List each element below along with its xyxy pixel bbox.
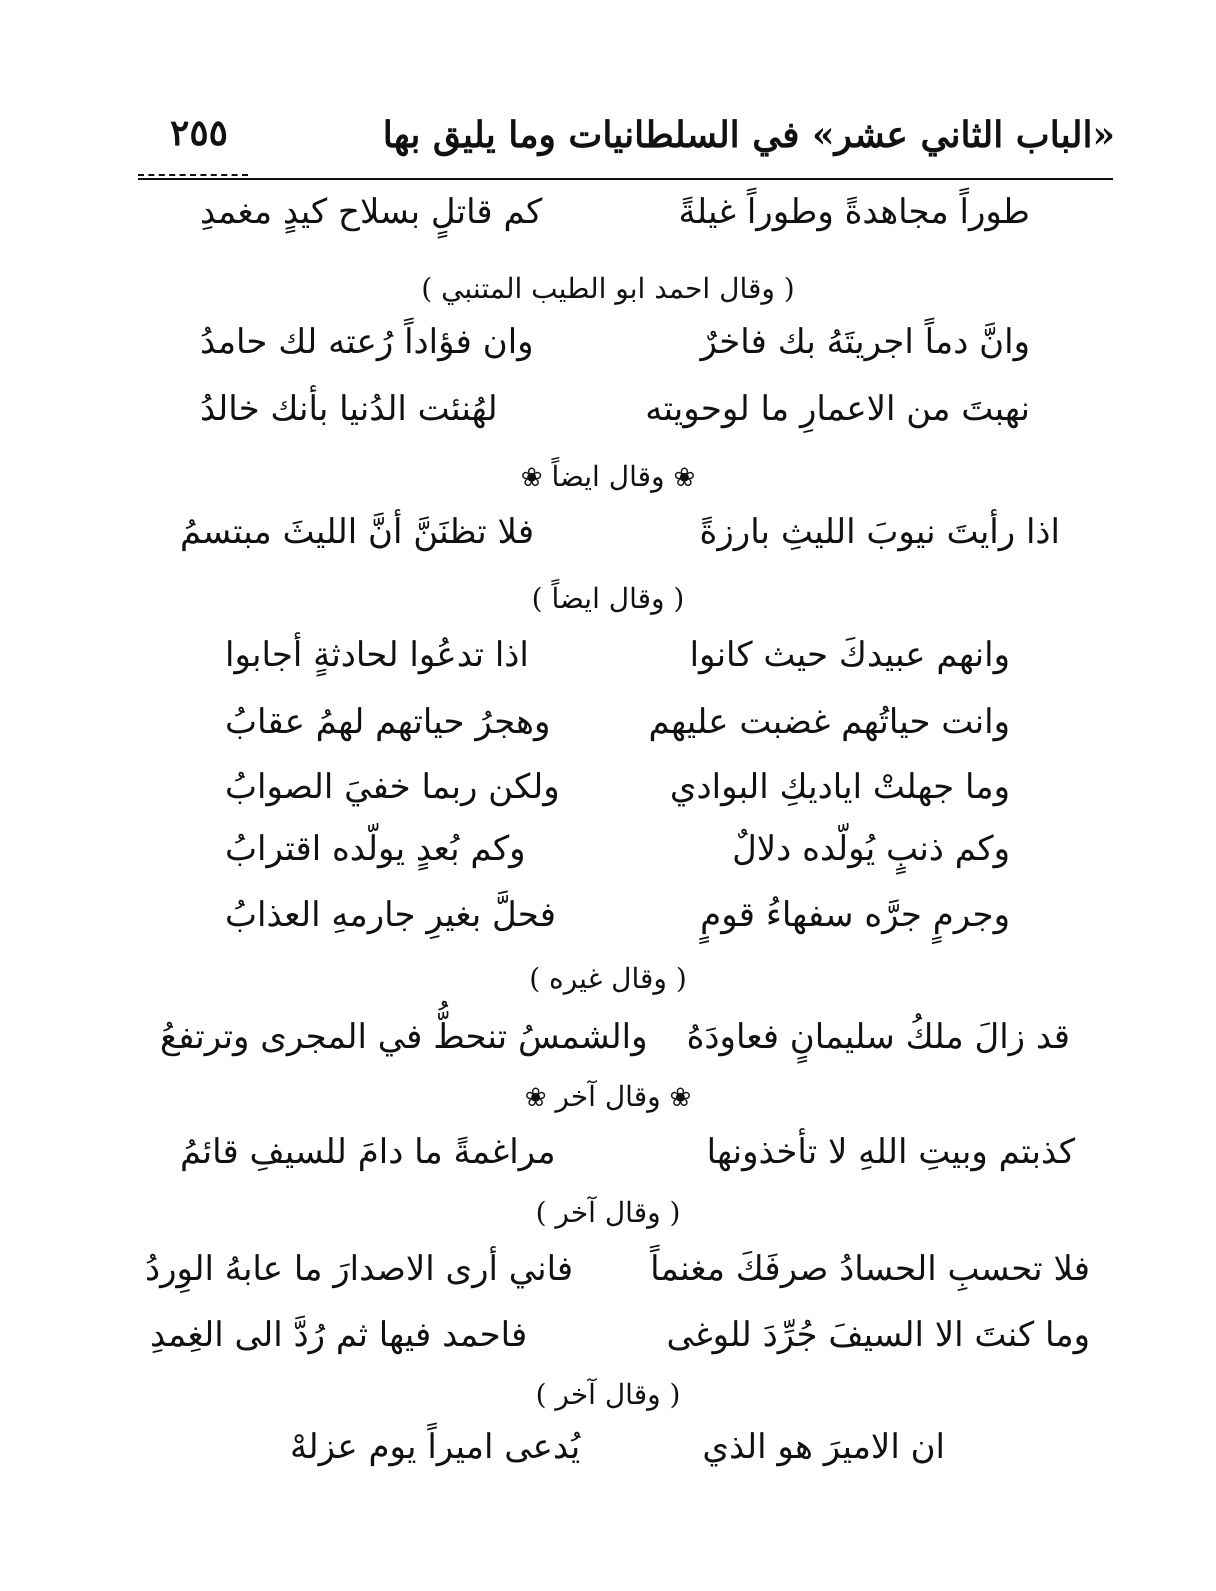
verse-hemistich-right: طوراً مجاهدةً وطوراً غيلةً (678, 192, 1030, 232)
verse-hemistich-left: فاحمد فيها ثم رُدَّ الى الغِمدِ (150, 1315, 528, 1355)
verse-hemistich-right: ان الاميرَ هو الذي (702, 1427, 945, 1467)
page-header (130, 108, 1115, 168)
ornament-icon: ❀ (669, 1083, 692, 1113)
verse-hemistich-left: وهجرُ حياتهم لهمُ عقابُ (225, 702, 551, 742)
verse-hemistich-right: كذبتم وبيتِ اللهِ لا تأخذونها (706, 1132, 1075, 1172)
section-heading: ( وقال غيره ) (529, 962, 687, 995)
verse-line (290, 1427, 945, 1470)
verse-line (200, 389, 1030, 432)
page-number: ٢٥٥ (170, 112, 229, 154)
verse-hemistich-left: فحلَّ بغيرِ جارمهِ العذابُ (225, 895, 557, 935)
section-heading: ( وقال آخر ) (535, 1378, 681, 1411)
verse-line (225, 635, 1010, 678)
verse-hemistich-left: يُدعى اميراً يوم عزلهْ (290, 1427, 581, 1467)
section-heading-text: وقال ايضاً (551, 460, 665, 493)
verse-hemistich-right: وجرمٍ جرَّه سفهاءُ قومٍ (700, 895, 1010, 935)
verse-hemistich-right: فلا تحسبِ الحسادُ صرفَكَ مغنماً (650, 1249, 1090, 1289)
verse-hemistich-right: وانَّ دماً اجريتَهُ بك فاخرٌ (700, 322, 1030, 362)
verse-line (200, 322, 1030, 365)
verse-line (225, 702, 1010, 745)
verse-hemistich-left: لهُنئت الدُنيا بأنك خالدُ (200, 389, 498, 429)
verse-hemistich-left: وان فؤاداً رُعته لك حامدُ (200, 322, 534, 362)
verse-line (145, 1249, 1090, 1292)
verse-hemistich-left: كم قاتلٍ بسلاح كيدٍ مغمدِ (200, 192, 543, 232)
verse-line (200, 192, 1030, 235)
verse-hemistich-left: فاني أرى الاصدارَ ما عابهُ الوِردُ (145, 1249, 574, 1289)
ornament-icon: ❀ (520, 463, 543, 493)
verse-line (180, 1132, 1075, 1175)
section-heading-text: وقال آخر (555, 1080, 661, 1113)
verse-hemistich-right: وانت حياتُهم غضبت عليهم (648, 702, 1010, 742)
running-title: «الباب الثاني عشر» في السلطانيات وما يليق بها (382, 114, 1115, 156)
section-heading: ( وقال ايضاً ) (531, 582, 685, 615)
verse-line (160, 1017, 1070, 1060)
verse-hemistich-right: قد زالَ ملكُ سليمانٍ فعاودَهُ (686, 1017, 1070, 1057)
verse-hemistich-right: وما كنتَ الا السيفَ جُرِّدَ للوغى (666, 1315, 1090, 1355)
verse-line (225, 829, 1010, 872)
verse-line (225, 767, 1010, 810)
section-heading: ( وقال احمد ابو الطيب المتنبي ) (421, 272, 795, 305)
verse-hemistich-left: وكم بُعدٍ يولّده اقترابُ (225, 829, 526, 869)
section-heading: ( وقال آخر ) (535, 1196, 681, 1229)
verse-hemistich-left: فلا تظنَنَّ أنَّ الليثَ مبتسمُ (180, 512, 535, 552)
section-heading (0, 460, 1216, 493)
verse-hemistich-right: اذا رأيتَ نيوبَ الليثِ بارزةً (699, 512, 1060, 552)
header-rule-dash (138, 174, 248, 176)
ornament-icon: ❀ (673, 463, 696, 493)
verse-hemistich-left: مراغمةً ما دامَ للسيفِ قائمُ (180, 1132, 556, 1172)
verse-hemistich-left: ولكن ربما خفيَ الصوابُ (225, 767, 560, 807)
verse-hemistich-right: وانهم عبيدكَ حيث كانوا (689, 635, 1010, 675)
verse-hemistich-right: وكم ذنبٍ يُولّده دلالٌ (732, 829, 1010, 869)
verse-line (180, 512, 1060, 555)
verse-hemistich-right: نهبتَ من الاعمارِ ما لوحويته (645, 389, 1030, 429)
verse-line (225, 895, 1010, 938)
verse-hemistich-left: والشمسُ تنحطُّ في المجرى وترتفعُ (160, 1017, 648, 1057)
ornament-icon: ❀ (524, 1083, 547, 1113)
verse-hemistich-left: اذا تدعُوا لحادثةٍ أجابوا (225, 635, 529, 675)
verse-line (150, 1315, 1090, 1358)
header-rule (138, 178, 1113, 180)
verse-hemistich-right: وما جهلتْ اياديكِ البوادي (669, 767, 1010, 807)
section-heading (0, 1080, 1216, 1113)
